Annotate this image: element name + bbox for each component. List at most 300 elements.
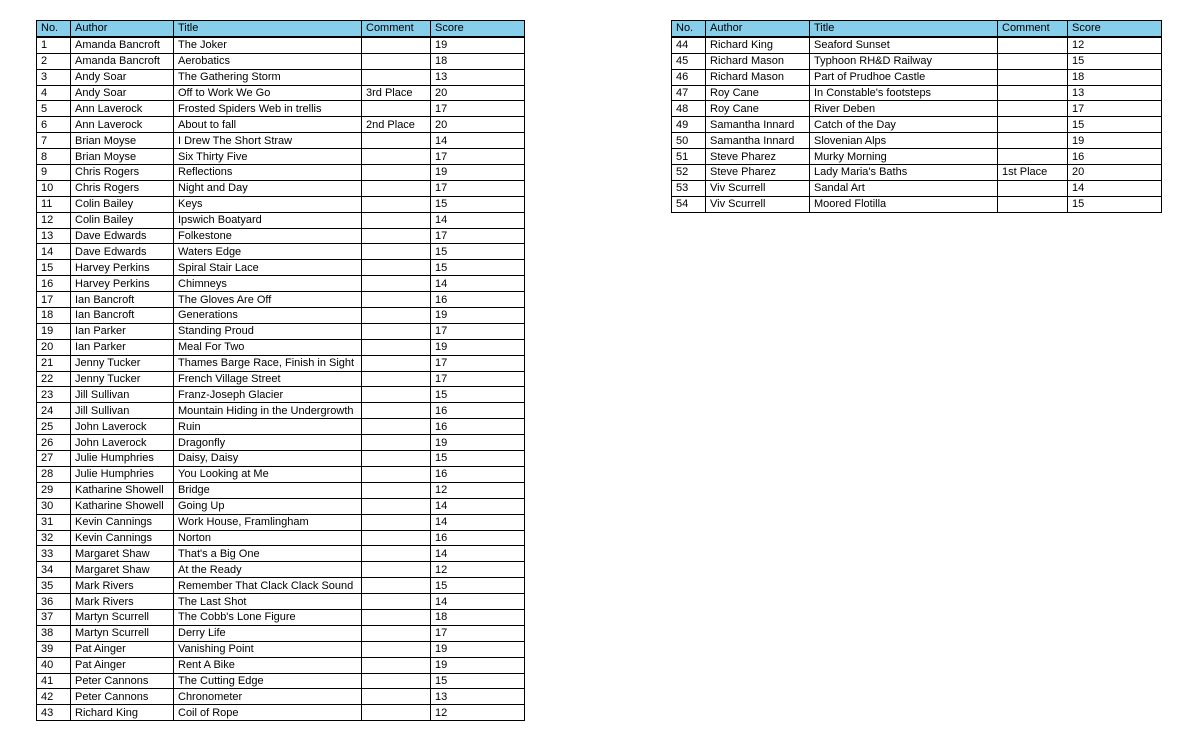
- cell-no: 26: [37, 435, 71, 451]
- cell-no: 24: [37, 403, 71, 419]
- cell-author: Harvey Perkins: [71, 260, 174, 276]
- cell-no: 16: [37, 276, 71, 292]
- cell-title: Generations: [174, 308, 362, 324]
- cell-no: 42: [37, 689, 71, 705]
- cell-author: Richard Mason: [706, 69, 810, 85]
- table-row: [672, 101, 1162, 117]
- header-score: Score: [431, 21, 525, 37]
- table-row: [37, 387, 525, 403]
- cell-score: 19: [431, 37, 525, 53]
- cell-author: Jill Sullivan: [71, 387, 174, 403]
- table-row: [37, 498, 525, 514]
- cell-score: 16: [431, 419, 525, 435]
- cell-no: 14: [37, 244, 71, 260]
- table-row: [37, 419, 525, 435]
- cell-no: 6: [37, 117, 71, 133]
- cell-no: 9: [37, 165, 71, 181]
- cell-comment: [998, 117, 1068, 133]
- cell-no: 12: [37, 212, 71, 228]
- cell-comment: [362, 530, 431, 546]
- cell-title: Ipswich Boatyard: [174, 212, 362, 228]
- table-row: [37, 308, 525, 324]
- cell-author: Richard King: [706, 37, 810, 53]
- cell-comment: [362, 514, 431, 530]
- cell-title: Going Up: [174, 498, 362, 514]
- cell-author: Martyn Scurrell: [71, 625, 174, 641]
- cell-author: Jill Sullivan: [71, 403, 174, 419]
- cell-author: Mark Rivers: [71, 578, 174, 594]
- cell-no: 41: [37, 673, 71, 689]
- cell-comment: [362, 323, 431, 339]
- table-row: [37, 85, 525, 101]
- table-row: [37, 292, 525, 308]
- cell-comment: [362, 641, 431, 657]
- cell-score: 17: [431, 101, 525, 117]
- cell-no: 15: [37, 260, 71, 276]
- cell-author: Dave Edwards: [71, 228, 174, 244]
- table-row: [37, 594, 525, 610]
- cell-score: 15: [431, 196, 525, 212]
- cell-score: 17: [431, 149, 525, 165]
- cell-score: 19: [431, 657, 525, 673]
- cell-comment: [362, 673, 431, 689]
- cell-score: 16: [1068, 149, 1162, 165]
- cell-author: Ian Bancroft: [71, 308, 174, 324]
- table-row: [37, 578, 525, 594]
- table-row: [37, 482, 525, 498]
- cell-comment: [362, 212, 431, 228]
- cell-title: About to fall: [174, 117, 362, 133]
- cell-comment: [362, 609, 431, 625]
- cell-no: 50: [672, 133, 706, 149]
- cell-title: Franz-Joseph Glacier: [174, 387, 362, 403]
- cell-score: 19: [431, 308, 525, 324]
- cell-score: 18: [1068, 69, 1162, 85]
- cell-score: 18: [431, 53, 525, 69]
- cell-no: 40: [37, 657, 71, 673]
- cell-score: 15: [1068, 117, 1162, 133]
- cell-comment: [998, 196, 1068, 212]
- cell-score: 14: [431, 212, 525, 228]
- cell-title: Catch of the Day: [810, 117, 998, 133]
- cell-title: Meal For Two: [174, 339, 362, 355]
- table-row: [672, 180, 1162, 196]
- cell-score: 12: [1068, 37, 1162, 53]
- header-title: Title: [174, 21, 362, 37]
- table-row: [37, 689, 525, 705]
- cell-no: 39: [37, 641, 71, 657]
- cell-no: 53: [672, 180, 706, 196]
- cell-no: 23: [37, 387, 71, 403]
- cell-author: Samantha Innard: [706, 133, 810, 149]
- cell-title: Spiral Stair Lace: [174, 260, 362, 276]
- cell-title: Standing Proud: [174, 323, 362, 339]
- cell-no: 35: [37, 578, 71, 594]
- cell-author: Pat Ainger: [71, 641, 174, 657]
- cell-author: Brian Moyse: [71, 133, 174, 149]
- cell-title: Chronometer: [174, 689, 362, 705]
- cell-author: Julie Humphries: [71, 451, 174, 467]
- cell-no: 10: [37, 180, 71, 196]
- cell-comment: [998, 101, 1068, 117]
- table-row: [37, 244, 525, 260]
- cell-no: 28: [37, 466, 71, 482]
- cell-score: 14: [431, 276, 525, 292]
- cell-score: 20: [431, 85, 525, 101]
- cell-comment: [362, 292, 431, 308]
- cell-score: 16: [431, 466, 525, 482]
- cell-title: Daisy, Daisy: [174, 451, 362, 467]
- table-row: [672, 196, 1162, 212]
- cell-author: Viv Scurrell: [706, 180, 810, 196]
- cell-title: River Deben: [810, 101, 998, 117]
- cell-score: 15: [1068, 53, 1162, 69]
- cell-comment: [998, 37, 1068, 53]
- cell-comment: [362, 69, 431, 85]
- results-table-left: [36, 20, 525, 721]
- cell-author: Chris Rogers: [71, 165, 174, 181]
- table-row: [37, 514, 525, 530]
- table-row: [37, 323, 525, 339]
- cell-no: 4: [37, 85, 71, 101]
- cell-author: Julie Humphries: [71, 466, 174, 482]
- cell-author: Andy Soar: [71, 69, 174, 85]
- cell-title: Keys: [174, 196, 362, 212]
- cell-author: Peter Cannons: [71, 689, 174, 705]
- cell-comment: [362, 149, 431, 165]
- cell-no: 37: [37, 609, 71, 625]
- cell-no: 22: [37, 371, 71, 387]
- cell-title: Remember That Clack Clack Sound: [174, 578, 362, 594]
- cell-title: Off to Work We Go: [174, 85, 362, 101]
- table-row: [37, 466, 525, 482]
- cell-comment: [362, 387, 431, 403]
- cell-no: 21: [37, 355, 71, 371]
- cell-title: Dragonfly: [174, 435, 362, 451]
- table-row: [672, 53, 1162, 69]
- cell-comment: [362, 355, 431, 371]
- cell-author: Ian Parker: [71, 323, 174, 339]
- cell-comment: [362, 451, 431, 467]
- cell-comment: [362, 371, 431, 387]
- cell-title: Murky Morning: [810, 149, 998, 165]
- cell-no: 29: [37, 482, 71, 498]
- table-row: [37, 546, 525, 562]
- table-row: [672, 85, 1162, 101]
- cell-comment: [362, 260, 431, 276]
- cell-no: 3: [37, 69, 71, 85]
- cell-no: 20: [37, 339, 71, 355]
- table-row: [37, 641, 525, 657]
- cell-score: 15: [431, 387, 525, 403]
- cell-score: 13: [431, 69, 525, 85]
- header-score: Score: [1068, 21, 1162, 37]
- cell-no: 49: [672, 117, 706, 133]
- cell-comment: [362, 196, 431, 212]
- cell-author: Peter Cannons: [71, 673, 174, 689]
- cell-title: Reflections: [174, 165, 362, 181]
- cell-no: 31: [37, 514, 71, 530]
- cell-score: 17: [1068, 101, 1162, 117]
- cell-no: 11: [37, 196, 71, 212]
- cell-comment: [362, 705, 431, 721]
- cell-title: Moored Flotilla: [810, 196, 998, 212]
- table-row: [37, 530, 525, 546]
- cell-no: 8: [37, 149, 71, 165]
- cell-author: Mark Rivers: [71, 594, 174, 610]
- cell-comment: [362, 308, 431, 324]
- cell-author: Ann Laverock: [71, 117, 174, 133]
- cell-title: French Village Street: [174, 371, 362, 387]
- table-row: [37, 609, 525, 625]
- cell-score: 16: [431, 403, 525, 419]
- header-comment: Comment: [362, 21, 431, 37]
- cell-title: Rent A Bike: [174, 657, 362, 673]
- cell-title: The Last Shot: [174, 594, 362, 610]
- cell-comment: [362, 657, 431, 673]
- cell-title: Ruin: [174, 419, 362, 435]
- cell-score: 19: [431, 165, 525, 181]
- table-row: [37, 149, 525, 165]
- cell-title: Chimneys: [174, 276, 362, 292]
- cell-author: Jenny Tucker: [71, 355, 174, 371]
- header-no: No.: [37, 21, 71, 37]
- cell-comment: 2nd Place: [362, 117, 431, 133]
- cell-score: 17: [431, 355, 525, 371]
- table-row: [37, 657, 525, 673]
- cell-comment: [362, 562, 431, 578]
- cell-comment: [998, 180, 1068, 196]
- table-row: [37, 228, 525, 244]
- cell-title: Thames Barge Race, Finish in Sight: [174, 355, 362, 371]
- cell-comment: [362, 165, 431, 181]
- cell-title: Slovenian Alps: [810, 133, 998, 149]
- cell-author: Amanda Bancroft: [71, 37, 174, 53]
- cell-no: 46: [672, 69, 706, 85]
- cell-score: 14: [431, 133, 525, 149]
- cell-author: Steve Pharez: [706, 149, 810, 165]
- cell-score: 19: [431, 435, 525, 451]
- cell-score: 17: [431, 180, 525, 196]
- cell-author: John Laverock: [71, 419, 174, 435]
- cell-score: 16: [431, 530, 525, 546]
- cell-no: 45: [672, 53, 706, 69]
- cell-comment: [362, 180, 431, 196]
- table-row: [672, 37, 1162, 53]
- cell-author: Andy Soar: [71, 85, 174, 101]
- cell-score: 17: [431, 228, 525, 244]
- table-row: [37, 165, 525, 181]
- cell-author: Katharine Showell: [71, 498, 174, 514]
- cell-title: In Constable's footsteps: [810, 85, 998, 101]
- cell-author: Richard King: [71, 705, 174, 721]
- table-row: [37, 37, 525, 53]
- table-row: [672, 117, 1162, 133]
- table-row: [37, 196, 525, 212]
- cell-author: Roy Cane: [706, 85, 810, 101]
- cell-title: Typhoon RH&D Railway: [810, 53, 998, 69]
- cell-author: Kevin Cannings: [71, 530, 174, 546]
- cell-score: 14: [431, 594, 525, 610]
- cell-score: 13: [431, 689, 525, 705]
- cell-no: 36: [37, 594, 71, 610]
- cell-author: Martyn Scurrell: [71, 609, 174, 625]
- cell-no: 54: [672, 196, 706, 212]
- cell-title: Night and Day: [174, 180, 362, 196]
- cell-comment: [362, 133, 431, 149]
- cell-no: 43: [37, 705, 71, 721]
- cell-title: Six Thirty Five: [174, 149, 362, 165]
- cell-title: The Cobb's Lone Figure: [174, 609, 362, 625]
- cell-comment: [998, 149, 1068, 165]
- cell-no: 44: [672, 37, 706, 53]
- cell-comment: [362, 37, 431, 53]
- cell-score: 15: [431, 578, 525, 594]
- cell-comment: [362, 339, 431, 355]
- cell-comment: [362, 625, 431, 641]
- table-row: [37, 355, 525, 371]
- cell-score: 20: [1068, 165, 1162, 181]
- cell-title: Sandal Art: [810, 180, 998, 196]
- cell-score: 15: [431, 244, 525, 260]
- cell-comment: [362, 594, 431, 610]
- cell-no: 2: [37, 53, 71, 69]
- cell-comment: [362, 403, 431, 419]
- cell-title: Part of Prudhoe Castle: [810, 69, 998, 85]
- cell-score: 15: [431, 673, 525, 689]
- cell-author: Kevin Cannings: [71, 514, 174, 530]
- cell-comment: [362, 466, 431, 482]
- cell-title: Waters Edge: [174, 244, 362, 260]
- cell-title: Bridge: [174, 482, 362, 498]
- table-row: [672, 69, 1162, 85]
- cell-comment: [362, 228, 431, 244]
- cell-title: Seaford Sunset: [810, 37, 998, 53]
- cell-author: Jenny Tucker: [71, 371, 174, 387]
- cell-comment: [998, 133, 1068, 149]
- cell-author: Dave Edwards: [71, 244, 174, 260]
- table-row: [672, 133, 1162, 149]
- table-row: [672, 165, 1162, 181]
- cell-title: I Drew The Short Straw: [174, 133, 362, 149]
- table-row: [37, 276, 525, 292]
- table-row: [37, 260, 525, 276]
- cell-author: Richard Mason: [706, 53, 810, 69]
- cell-comment: [998, 53, 1068, 69]
- cell-score: 17: [431, 371, 525, 387]
- header-title: Title: [810, 21, 998, 37]
- cell-no: 19: [37, 323, 71, 339]
- cell-no: 32: [37, 530, 71, 546]
- cell-title: Coil of Rope: [174, 705, 362, 721]
- table-row: [37, 212, 525, 228]
- cell-score: 14: [431, 546, 525, 562]
- cell-comment: 3rd Place: [362, 85, 431, 101]
- table-row: [37, 435, 525, 451]
- cell-score: 15: [431, 260, 525, 276]
- cell-author: Viv Scurrell: [706, 196, 810, 212]
- cell-no: 27: [37, 451, 71, 467]
- cell-author: Brian Moyse: [71, 149, 174, 165]
- cell-author: John Laverock: [71, 435, 174, 451]
- cell-score: 13: [1068, 85, 1162, 101]
- header-row: [37, 21, 525, 37]
- table-row: [37, 371, 525, 387]
- cell-no: 5: [37, 101, 71, 117]
- cell-comment: [362, 546, 431, 562]
- header-no: No.: [672, 21, 706, 37]
- cell-no: 30: [37, 498, 71, 514]
- table-row: [37, 403, 525, 419]
- cell-no: 34: [37, 562, 71, 578]
- table-row: [37, 101, 525, 117]
- table-row: [37, 625, 525, 641]
- table-row: [37, 133, 525, 149]
- cell-score: 14: [431, 498, 525, 514]
- cell-comment: [362, 419, 431, 435]
- cell-score: 15: [431, 451, 525, 467]
- cell-comment: [362, 435, 431, 451]
- table-row: [37, 451, 525, 467]
- cell-score: 19: [431, 339, 525, 355]
- cell-title: Folkestone: [174, 228, 362, 244]
- cell-title: Mountain Hiding in the Undergrowth: [174, 403, 362, 419]
- table-row: [672, 149, 1162, 165]
- cell-comment: [998, 69, 1068, 85]
- cell-score: 16: [431, 292, 525, 308]
- cell-no: 17: [37, 292, 71, 308]
- cell-score: 12: [431, 705, 525, 721]
- table-row: [37, 53, 525, 69]
- cell-comment: [998, 85, 1068, 101]
- cell-author: Chris Rogers: [71, 180, 174, 196]
- cell-score: 12: [431, 562, 525, 578]
- cell-score: 17: [431, 323, 525, 339]
- cell-title: That's a Big One: [174, 546, 362, 562]
- cell-title: Frosted Spiders Web in trellis: [174, 101, 362, 117]
- cell-comment: [362, 578, 431, 594]
- cell-score: 15: [1068, 196, 1162, 212]
- cell-title: Aerobatics: [174, 53, 362, 69]
- header-row: [672, 21, 1162, 37]
- table-row: [37, 339, 525, 355]
- table-row: [37, 705, 525, 721]
- cell-title: The Joker: [174, 37, 362, 53]
- cell-author: Colin Bailey: [71, 196, 174, 212]
- cell-title: At the Ready: [174, 562, 362, 578]
- table-row: [37, 673, 525, 689]
- cell-title: Derry Life: [174, 625, 362, 641]
- cell-score: 19: [431, 641, 525, 657]
- cell-no: 47: [672, 85, 706, 101]
- cell-comment: [362, 689, 431, 705]
- header-comment: Comment: [998, 21, 1068, 37]
- cell-author: Colin Bailey: [71, 212, 174, 228]
- cell-author: Ian Parker: [71, 339, 174, 355]
- cell-title: The Gathering Storm: [174, 69, 362, 85]
- cell-author: Harvey Perkins: [71, 276, 174, 292]
- table-row: [37, 69, 525, 85]
- header-author: Author: [71, 21, 174, 37]
- cell-no: 25: [37, 419, 71, 435]
- cell-title: Lady Maria's Baths: [810, 165, 998, 181]
- cell-title: Norton: [174, 530, 362, 546]
- cell-author: Katharine Showell: [71, 482, 174, 498]
- table-row: [37, 180, 525, 196]
- table-row: [37, 117, 525, 133]
- cell-score: 14: [431, 514, 525, 530]
- cell-score: 12: [431, 482, 525, 498]
